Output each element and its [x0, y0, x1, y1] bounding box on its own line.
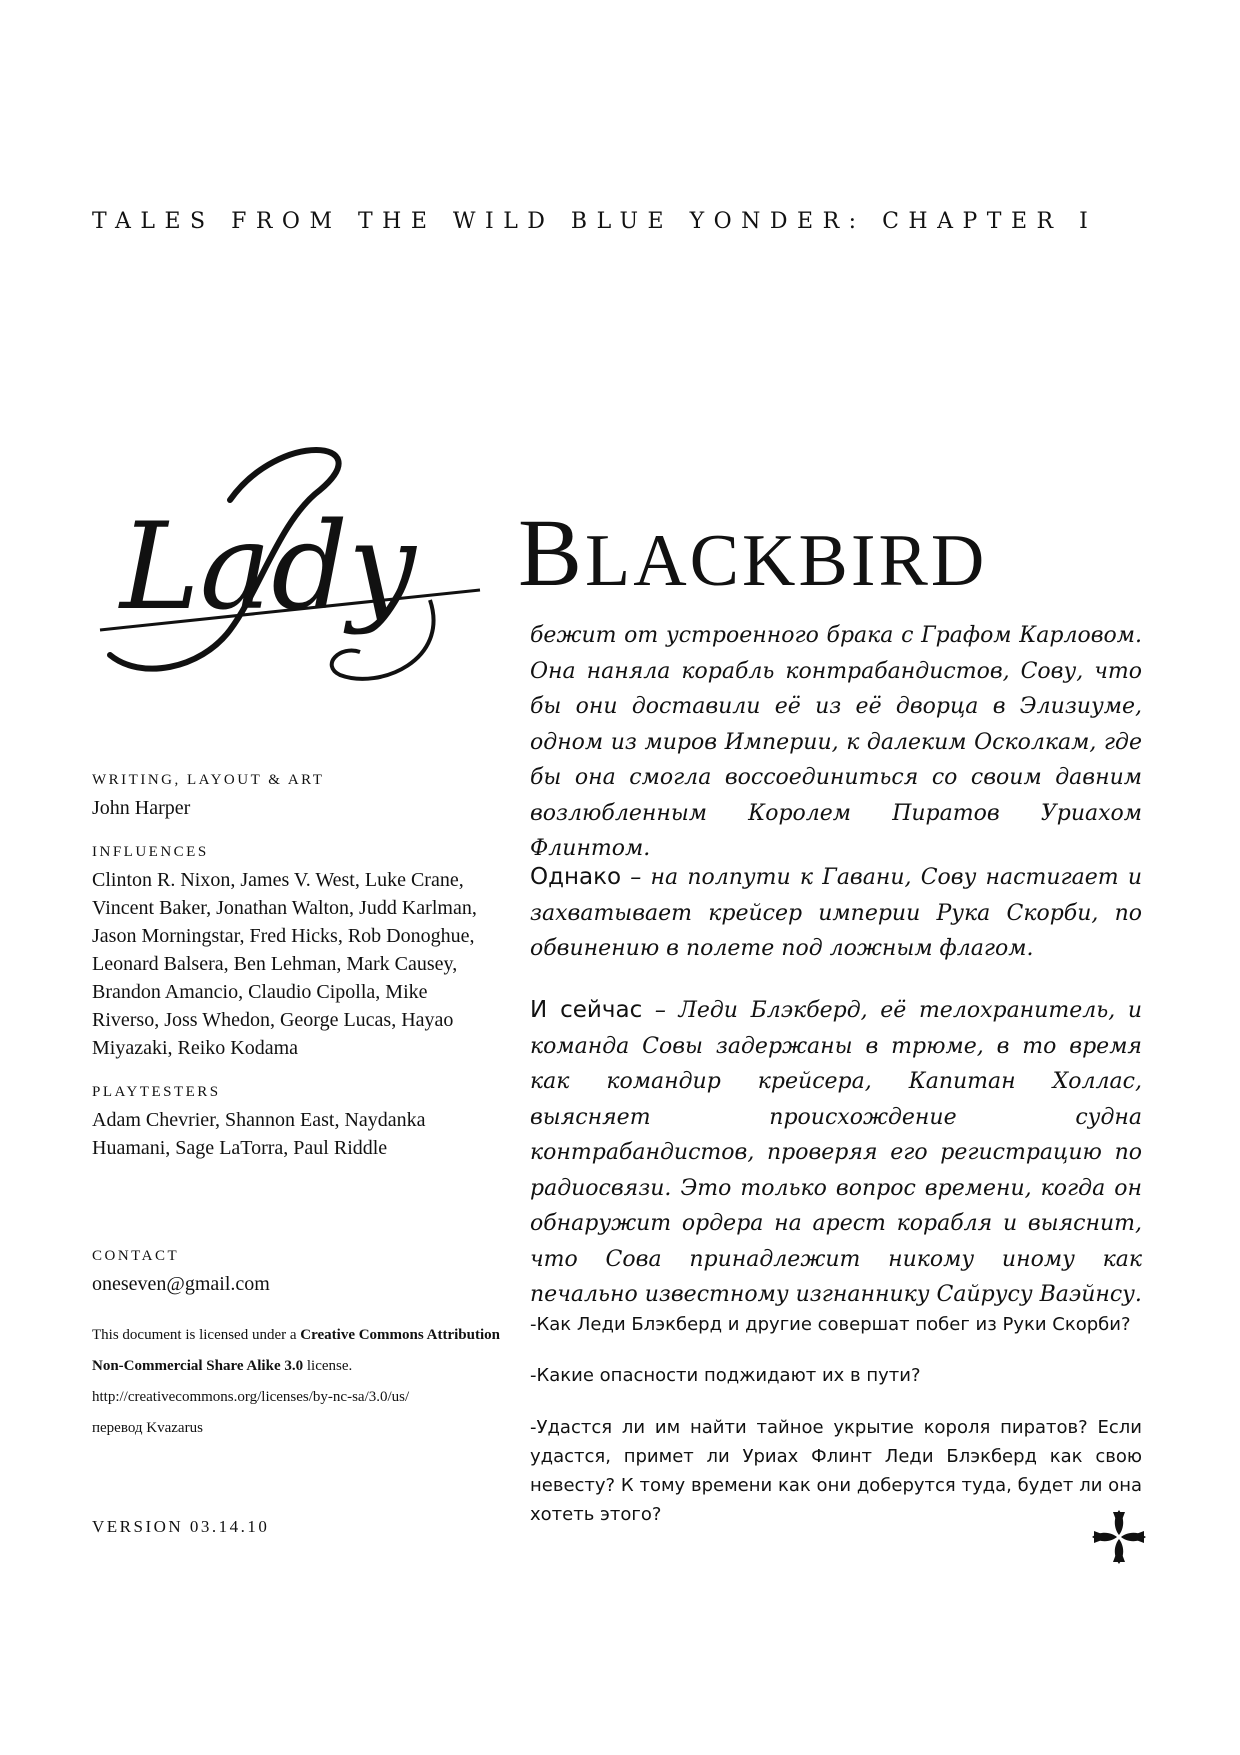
writing-credit [92, 772, 492, 822]
story-paragraph-2-text: – на полпути к Гавани, Сову настигает и захватывает крейсер империи Рука Скорби, по обвинению в полете под ложным флагом. [530, 865, 1142, 961]
blackbird-title [518, 499, 988, 606]
license-suffix: license. [303, 1358, 353, 1374]
license-url[interactable]: http://creativecommons.org/licenses/by-nc-sa/3.0/us/ [92, 1389, 410, 1405]
influences-label: INFLUENCES [92, 844, 209, 860]
story-paragraph-3 [530, 993, 1142, 1313]
influences-credit [92, 844, 492, 1062]
license-prefix: This document is licensed under a [92, 1327, 301, 1343]
story-paragraph-3-text: – Леди Блэкберд, её телохранитель, и команда Совы задержаны в трюме, в то время как командир крейсера, Капитан Холлас, выясняет происхождение судна контрабандистов, проверяя его регистрацию по радиосвязи. Это только вопрос времени, когда он обнаружит ордера на арест корабля и выяснит, что Сова принадлежит никому иному как печально известному изгнаннику Сайрусу Ваэйнсу. [530, 998, 1142, 1307]
writing-label: WRITING, LAYOUT & ART [92, 772, 325, 788]
story-paragraph-2 [530, 860, 1142, 967]
playtesters-value: Adam Chevrier, Shannon East, Naydanka Huamani, Sage LaTorra, Paul Riddle [92, 1109, 426, 1159]
credits-column [92, 772, 492, 1184]
chapter-header: TALES FROM THE WILD BLUE YONDER: CHAPTER I [92, 209, 1098, 234]
playtesters-credit [92, 1084, 492, 1162]
story-paragraph-3-lead: И сейчас [530, 997, 643, 1023]
blackbird-rest: LACKBIRD [585, 520, 988, 602]
lady-word: Lady [120, 498, 416, 637]
license-block [92, 1320, 512, 1444]
question-2: -Какие опасности поджидают их в пути? [530, 1365, 921, 1386]
contact-email[interactable]: oneseven@gmail.com [92, 1273, 270, 1295]
story-paragraph-1: бежит от устроенного брака с Графом Карловом. Она наняла корабль контрабандистов, Сову, что бы они доставили её из её дворца в Элизиуме, одном из миров Империи, к далеким Осколкам, где бы она смогла воссоединиться со своим давним возлюбленным Королем Пиратов Уриахом Флинтом. [530, 623, 1142, 861]
writing-value: John Harper [92, 797, 191, 819]
story-paragraph-2-lead: Однако [530, 864, 622, 890]
contact-block [92, 1248, 512, 1298]
influences-value: Clinton R. Nixon, James V. West, Luke Crane, Vincent Baker, Jonathan Walton, Judd Karlman, Jason Morningstar, Fred Hicks, Rob Donoghue, Leonard Balsera, Ben Lehman, Mark Causey, Brandon Amancio, Claudio Cipolla, Mike Riverso, Joss Whedon, George Lucas, Hayao Miyazaki, Reiko Kodama [92, 869, 477, 1059]
question-1: -Как Леди Блэкберд и другие совершат побег из Руки Скорби? [530, 1314, 1131, 1335]
lady-calligraphy-title [80, 430, 500, 700]
question-3: -Удастся ли им найти тайное укрытие короля пиратов? Если удастся, примет ли Уриах Флинт Леди Блэкберд как свою невесту? К тому времени как они доберутся туда, будет ли она хотеть этого? [530, 1417, 1142, 1525]
cross-ornament-icon [1088, 1506, 1150, 1568]
license-name: Creative Commons Attribution Non-Commercial Share Alike 3.0 [92, 1327, 500, 1374]
contact-label: CONTACT [92, 1248, 180, 1264]
version-label: VERSION 03.14.10 [92, 1517, 270, 1536]
translation-credit: перевод Kvazarus [92, 1420, 203, 1436]
blackbird-initial: B [518, 499, 586, 606]
playtesters-label: PLAYTESTERS [92, 1084, 221, 1100]
